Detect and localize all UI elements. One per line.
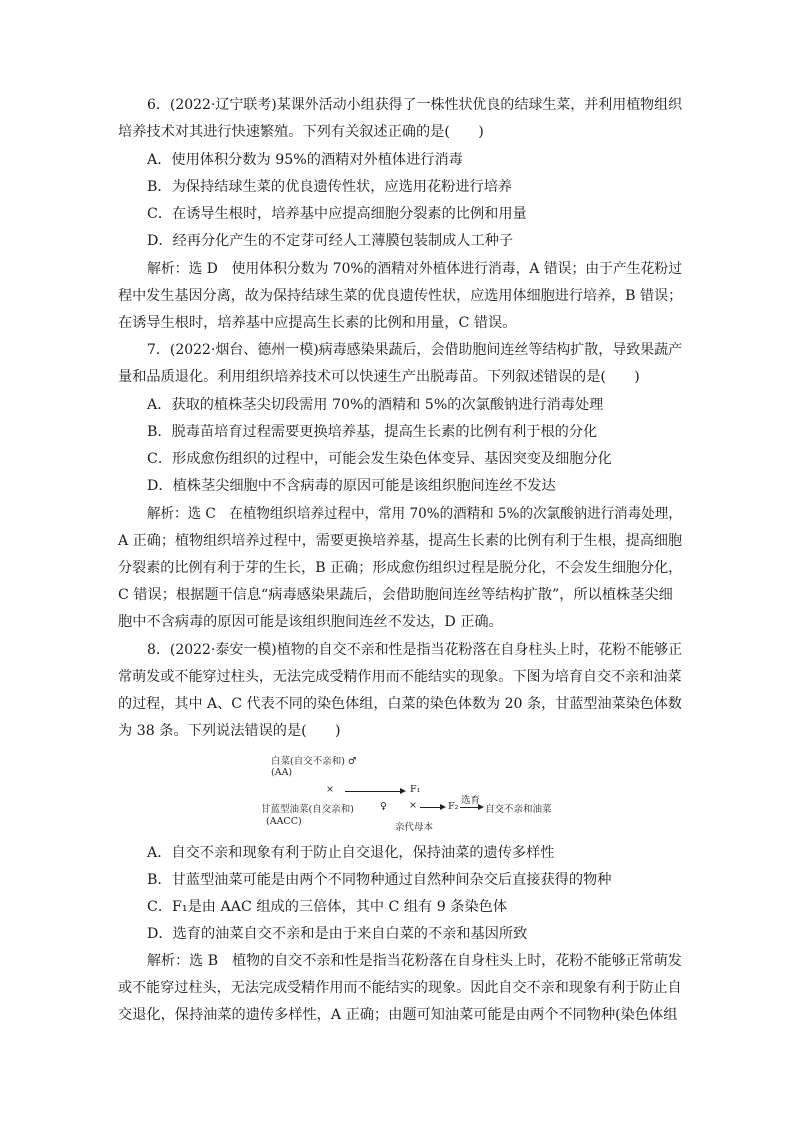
q8-option-b: B．甘蓝型油菜可能是由两个不同物种通过自然种间杂交后直接获得的物种 (147, 872, 612, 888)
arrow-head-icon (440, 804, 446, 810)
q8-stem-line-2: 常萌发或不能穿过柱头，无法完成受精作用而不能结实的现象。下图为培育自交不亲和油菜 (118, 669, 682, 685)
q6-analysis-line-1: 解析：选 D 使用体积分数为 70%的酒精对外植体进行消毒，A 错误；由于产生花粉过 (147, 261, 683, 277)
q6-stem-line-2: 培养技术对其进行快速繁殖。下列有关叙述正确的是( ) (118, 124, 484, 140)
q6-analysis-line-2: 程中发生基因分离，故为保持结球生菜的优良遗传性状，应选用体细胞进行培养，B 错误； (118, 288, 683, 304)
q8-stem-line-1: 8．(2022·泰安一模)植物的自交不亲和性是指当花粉落在自身柱头上时，花粉不能够正 (147, 642, 683, 658)
parent-baicai-genome: (AA) (271, 767, 293, 778)
q7-analysis-line-1: 解析：选 C 在植物组织培养过程中，常用 70%的酒精和 5%的次氯酸钠进行消毒处理， (147, 506, 682, 522)
q8-option-c: C．F₁是由 AAC 组成的三倍体，其中 C 组有 9 条染色体 (147, 899, 508, 915)
select-breeding-label: 选育 (461, 795, 481, 806)
cross-symbol-2: × (409, 800, 417, 811)
arrow-line-to-f2 (420, 807, 442, 808)
q6-stem-line-1: 6．(2022·辽宁联考)某课外活动小组获得了一株性状优良的结球生菜，并利用植物组织 (147, 97, 683, 113)
result-label: 自交不亲和油菜 (485, 804, 552, 815)
female-symbol: ♀ (380, 801, 387, 812)
q7-analysis-line-2: A 正确；植物组织培养过程中，需要更换培养基，提高生长素的比例有利于生根，提高细胞 (118, 533, 683, 549)
q8-stem-line-4: 为 38 条。下列说法错误的是( ) (118, 723, 341, 739)
q7-option-a: A．获取的植株茎尖切段需用 70%的酒精和 5%的次氯酸钠进行消毒处理 (147, 397, 604, 413)
q6-analysis-line-3: 在诱导生根时，培养基中应提高生长素的比例和用量，C 错误。 (118, 315, 517, 331)
q6-option-d: D．经再分化产生的不定芽可经人工薄膜包装制成人工种子 (147, 233, 514, 249)
q8-stem-line-3: 的过程，其中 A、C 代表不同的染色体组，白菜的染色体数为 20 条，甘蓝型油菜染色体数 (118, 696, 682, 712)
q8-analysis-line-3: 交退化，保持油菜的遗传多样性，A 正确；由题可知油菜可能是由两个不同物种(染色体组 (118, 1007, 678, 1023)
q6-option-b: B．为保持结球生菜的优良遗传性状，应选用花粉进行培养 (147, 179, 513, 195)
q7-analysis-line-5: 胞中不含病毒的原因可能是该组织胞间连丝不发达，D 正确。 (118, 614, 503, 630)
cross-symbol-1: × (326, 784, 334, 795)
q7-option-c: C．形成愈伤组织的过程中，可能会发生染色体变异、基因突变及细胞分化 (147, 451, 612, 467)
q7-stem-line-2: 量和品质退化。利用组织培养技术可以快速生产出脱毒苗。下列叙述错误的是( ) (118, 369, 640, 385)
arrow-head-icon (400, 788, 406, 794)
q7-analysis-line-3: 分裂素的比例有利于芽的生长，B 正确；形成愈伤组织过程是脱分化，不会发生细胞分化， (118, 560, 683, 576)
q8-analysis-line-2: 或不能穿过柱头，无法完成受精作用而不能结实的现象。因此自交不亲和现象有利于防止自 (118, 980, 682, 996)
q7-option-d: D．植株茎尖细胞中不含病毒的原因可能是该组织胞间连丝不发达 (147, 478, 556, 494)
q7-analysis-line-4: C 错误；根据题干信息“病毒感染果蔬后，会借助胞间连丝等结构扩散”，所以植株茎尖细 (118, 587, 673, 603)
q6-option-a: A．使用体积分数为 95%的酒精对外植体进行消毒 (147, 152, 463, 168)
f1-label: F₁ (410, 784, 421, 795)
f2-label: F₂ (448, 801, 459, 812)
q8-option-d: D．选育的油菜自交不亲和是由于来自白菜的不亲和基因所致 (147, 926, 528, 942)
arrow-line-to-f1 (345, 791, 402, 792)
q8-option-a: A．自交不亲和现象有利于防止自交退化，保持油菜的遗传多样性 (147, 845, 555, 861)
recurrent-parent-label: 亲代母本 (395, 822, 434, 833)
q7-stem-line-1: 7．(2022·烟台、德州一模)病毒感染果蔬后，会借助胞间连丝等结构扩散，导致果蔬产 (147, 342, 683, 358)
q8-analysis-line-1: 解析：选 B 植物的自交不亲和性是指当花粉落在自身柱头上时，花粉不能够正常萌发 (147, 953, 682, 969)
parent-ganlan-label: 甘蓝型油菜(自交亲和) (261, 804, 354, 815)
q7-option-b: B．脱毒苗培育过程需要更换培养基，提高生长素的比例有利于根的分化 (147, 424, 598, 440)
arrow-line-select (460, 807, 480, 808)
arrow-head-icon (478, 804, 484, 810)
q6-option-c: C．在诱导生根时，培养基中应提高细胞分裂素的比例和用量 (147, 206, 527, 222)
parent-baicai-label: 白菜(自交不亲和) ♂ (271, 756, 357, 767)
parent-ganlan-genome: (AACC) (266, 816, 302, 827)
